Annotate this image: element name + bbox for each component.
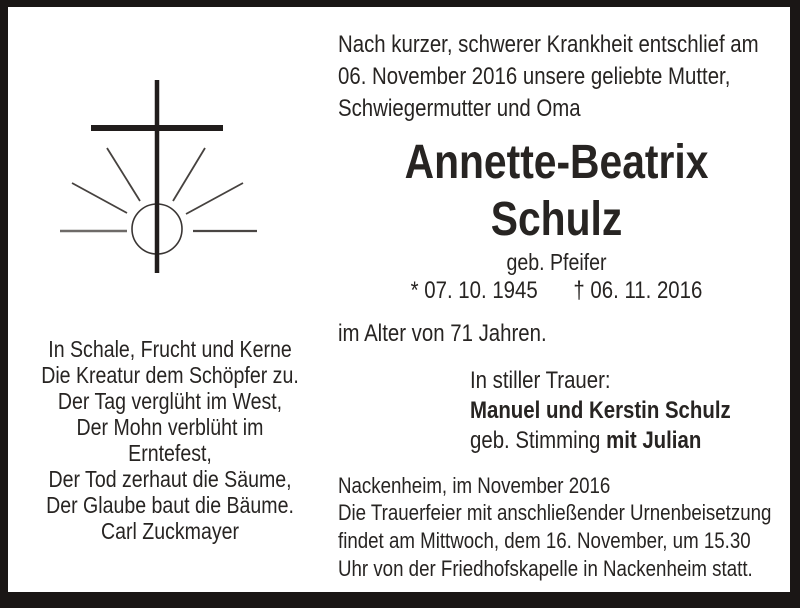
deceased-first-name: Annette-Beatrix <box>404 136 709 189</box>
funeral-line: Uhr von der Friedhofskapelle in Nackenheim statt. <box>338 556 753 581</box>
place-date-line: Nackenheim, im November 2016 <box>338 473 611 498</box>
life-dates <box>371 277 742 305</box>
funeral-info <box>338 499 780 583</box>
cross-rising-sun-icon <box>50 72 265 277</box>
poem-line: Der Tag verglüht im West, <box>57 388 283 414</box>
intro-paragraph <box>338 29 780 125</box>
intro-line: Schwiegermutter und Oma <box>338 95 581 122</box>
death-date: † 06. 11. 2016 <box>573 277 703 304</box>
funeral-line: findet am Mittwoch, dem 16. November, um 15.30 <box>338 528 751 553</box>
mourners-maiden: geb. Stimming <box>470 427 607 454</box>
mourners-names: Manuel und Kerstin Schulz <box>470 397 731 424</box>
poem-line: Der Mohn verblüht im Erntefest, <box>76 414 264 466</box>
funeral-line: Die Trauerfeier mit anschließender Urnenbeisetzung <box>338 500 772 525</box>
poem-author: Carl Zuckmayer <box>101 518 239 544</box>
mourners-block <box>470 366 731 456</box>
intro-line: 06. November 2016 unsere geliebte Mutter, <box>338 63 731 90</box>
deceased-last-name: Schulz <box>490 193 623 246</box>
birth-date: * 07. 10. 1945 <box>410 277 538 304</box>
mourning-heading: In stiller Trauer: <box>470 367 611 394</box>
poem-line: Die Kreatur dem Schöpfer zu. <box>41 362 299 388</box>
mourners-child: mit Julian <box>606 427 702 454</box>
poem-line: Der Glaube baut die Bäume. <box>46 492 294 518</box>
maiden-name: geb. Pfeifer <box>506 249 607 275</box>
age-line: im Alter von 71 Jahren. <box>338 320 547 347</box>
poem-line: In Schale, Frucht und Kerne <box>48 336 292 362</box>
mourners-names-2 <box>470 426 731 456</box>
intro-line: Nach kurzer, schwerer Krankheit entschlief am <box>338 31 759 58</box>
poem-block <box>34 336 306 544</box>
poem-line: Der Tod zerhaut die Säume, <box>48 466 292 492</box>
